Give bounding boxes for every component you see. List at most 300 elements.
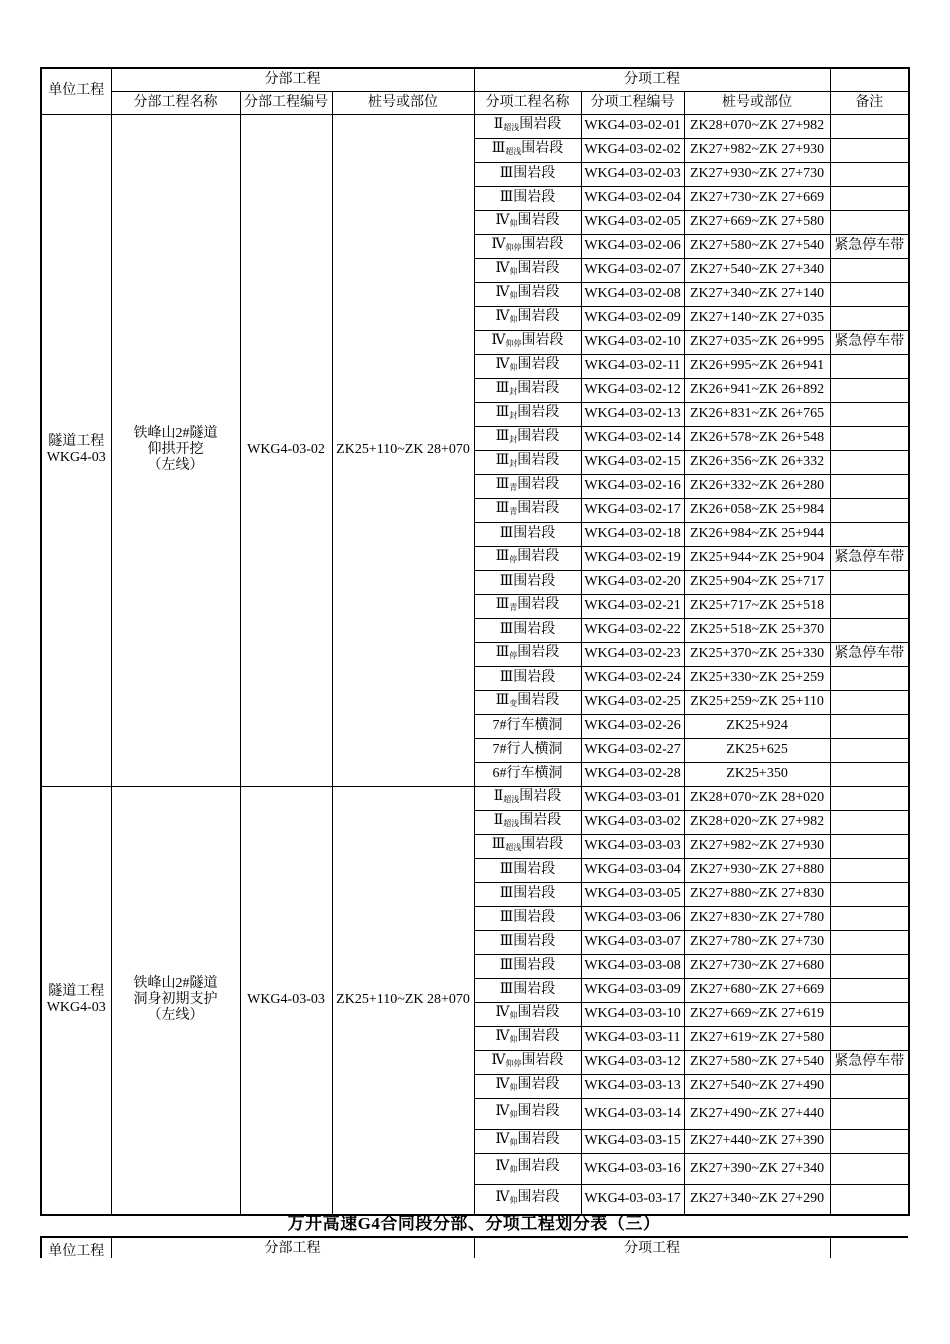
item-code-cell: WKG4-03-03-14	[581, 1098, 684, 1129]
item-note-cell	[830, 498, 909, 522]
item-grade: Ⅱ	[493, 116, 504, 132]
item-name-cell	[474, 162, 581, 186]
item-note-cell: 紧急停车带	[830, 1050, 909, 1074]
item-note-cell	[830, 1129, 909, 1153]
item-name-cell	[474, 330, 581, 354]
item-name-tail: 围岩段	[517, 548, 560, 564]
item-grade: Ⅲ	[495, 452, 510, 468]
item-name-tail: 围岩段	[517, 644, 560, 660]
item-name-tail: 围岩段	[517, 212, 560, 228]
item-station-cell: ZK27+440~ZK 27+390	[684, 1129, 830, 1153]
item-note-cell	[830, 690, 909, 714]
division-table-sheet	[40, 67, 908, 1216]
item-note-cell: 紧急停车带	[830, 330, 909, 354]
item-station-cell: ZK26+332~ZK 26+280	[684, 474, 830, 498]
item-note-cell	[830, 210, 909, 234]
item-name-tail: 围岩段	[517, 1131, 560, 1147]
item-name-tail: 围岩段	[521, 140, 564, 156]
item-station-cell: ZK27+540~ZK 27+340	[684, 258, 830, 282]
item-code-cell: WKG4-03-03-17	[581, 1184, 684, 1215]
item-code-cell: WKG4-03-02-12	[581, 378, 684, 402]
item-code-cell: WKG4-03-02-18	[581, 522, 684, 546]
item-station-cell: ZK28+070~ZK 27+982	[684, 114, 830, 138]
item-station-cell: ZK27+930~ZK 27+880	[684, 858, 830, 882]
item-note-cell	[830, 666, 909, 690]
item-grade: 7#行人横洞	[492, 742, 563, 757]
item-station-cell: ZK25+924	[684, 714, 830, 738]
item-name-cell	[474, 690, 581, 714]
item-note-cell	[830, 186, 909, 210]
item-grade: Ⅲ	[499, 958, 514, 973]
item-station-cell: ZK27+340~ZK 27+140	[684, 282, 830, 306]
item-grade: Ⅳ	[491, 236, 506, 252]
item-grade: Ⅲ	[495, 644, 510, 660]
item-station-cell: ZK27+982~ZK 27+930	[684, 834, 830, 858]
item-grade-qualifier: 青	[509, 602, 518, 612]
item-name-tail: 围岩段	[517, 1028, 560, 1044]
item-name-tail: 围岩段	[517, 1189, 560, 1205]
item-code-cell: WKG4-03-02-17	[581, 498, 684, 522]
unit-cell: 隧道工程 WKG4-03	[41, 114, 111, 786]
item-code-cell: WKG4-03-02-23	[581, 642, 684, 666]
item-name-cell	[474, 426, 581, 450]
item-name-tail: 围岩段	[517, 308, 560, 324]
item-code-cell: WKG4-03-03-02	[581, 810, 684, 834]
part-station-cell: ZK25+110~ZK 28+070	[332, 114, 474, 786]
item-name-tail: 围岩段	[519, 812, 562, 828]
item-code-cell: WKG4-03-03-09	[581, 978, 684, 1002]
item-station-cell: ZK27+580~ZK 27+540	[684, 234, 830, 258]
item-station-cell: ZK26+356~ZK 26+332	[684, 450, 830, 474]
item-grade-qualifier: 超浅	[505, 146, 522, 156]
item-code-cell: WKG4-03-02-25	[581, 690, 684, 714]
item-grade-qualifier: 仰	[509, 1165, 518, 1174]
item-note-cell	[830, 426, 909, 450]
item-name-tail: 围岩段	[513, 622, 556, 637]
item-grade-qualifier: 仰停	[505, 338, 522, 348]
item-name-tail: 围岩段	[513, 670, 556, 685]
item-note-cell	[830, 834, 909, 858]
item-grade: Ⅲ	[495, 500, 510, 516]
item-station-cell: ZK27+680~ZK 27+669	[684, 978, 830, 1002]
item-note-cell	[830, 378, 909, 402]
item-name-cell	[474, 114, 581, 138]
item-station-cell: ZK26+058~ZK 25+984	[684, 498, 830, 522]
item-name-cell	[474, 1026, 581, 1050]
item-grade: Ⅲ	[499, 526, 514, 541]
item-station-cell: ZK27+780~ZK 27+730	[684, 930, 830, 954]
item-grade-qualifier: 仰	[509, 266, 518, 276]
item-note-cell	[830, 978, 909, 1002]
part-station-cell: ZK25+110~ZK 28+070	[332, 786, 474, 1215]
item-station-cell: ZK25+259~ZK 25+110	[684, 690, 830, 714]
item-code-cell: WKG4-03-02-26	[581, 714, 684, 738]
item-code-cell: WKG4-03-02-09	[581, 306, 684, 330]
item-grade: Ⅲ	[499, 574, 514, 589]
item-code-cell: WKG4-03-02-11	[581, 354, 684, 378]
item-name-tail: 围岩段	[517, 1159, 560, 1174]
item-name-cell	[474, 930, 581, 954]
item-grade: Ⅳ	[495, 356, 510, 372]
header-part-group: 分部工程	[111, 68, 474, 91]
item-code-cell: WKG4-03-02-06	[581, 234, 684, 258]
item-name-cell	[474, 186, 581, 210]
unit-cell: 隧道工程 WKG4-03	[41, 786, 111, 1215]
item-name-cell	[474, 354, 581, 378]
item-grade: Ⅳ	[495, 1076, 510, 1092]
item-note-cell	[830, 474, 909, 498]
item-station-cell: ZK26+578~ZK 26+548	[684, 426, 830, 450]
item-name-cell	[474, 570, 581, 594]
item-grade-qualifier: 封	[509, 410, 518, 420]
item-station-cell: ZK27+035~ZK 26+995	[684, 330, 830, 354]
item-grade: Ⅲ	[499, 190, 514, 205]
item-note-cell: 紧急停车带	[830, 546, 909, 570]
item-name-tail: 围岩段	[517, 1076, 560, 1092]
item-name-tail: 围岩段	[513, 982, 556, 997]
item-grade-qualifier: 仰停	[505, 242, 522, 252]
item-grade-qualifier: 仰	[509, 1034, 518, 1044]
item-name-cell	[474, 642, 581, 666]
header-row-2	[41, 91, 909, 114]
item-grade: Ⅱ	[493, 788, 504, 804]
item-code-cell: WKG4-03-03-15	[581, 1129, 684, 1153]
item-name-cell	[474, 858, 581, 882]
item-grade-qualifier: 仰	[509, 1010, 518, 1020]
item-name-tail: 围岩段	[517, 428, 560, 444]
item-name-cell	[474, 978, 581, 1002]
item-station-cell: ZK25+904~ZK 25+717	[684, 570, 830, 594]
item-grade-qualifier: 仰	[509, 1195, 518, 1205]
part-name-cell: 铁峰山2#隧道 洞身初期支护 （左线）	[111, 786, 240, 1215]
item-grade: Ⅲ	[499, 862, 514, 877]
header-item-group: 分项工程	[474, 68, 830, 91]
item-name-tail: 围岩段	[513, 526, 556, 541]
item-code-cell: WKG4-03-02-08	[581, 282, 684, 306]
item-grade-qualifier: 变	[509, 698, 518, 708]
item-note-cell	[830, 762, 909, 786]
item-code-cell: WKG4-03-02-02	[581, 138, 684, 162]
item-name-tail: 围岩段	[513, 166, 556, 181]
item-grade-qualifier: 仰	[509, 290, 518, 300]
item-name-cell	[474, 954, 581, 978]
item-name-cell	[474, 450, 581, 474]
item-station-cell: ZK27+669~ZK 27+580	[684, 210, 830, 234]
item-name-tail: 围岩段	[513, 934, 556, 949]
item-code-cell: WKG4-03-03-05	[581, 882, 684, 906]
item-grade-qualifier: 超浅	[503, 818, 520, 828]
item-grade-qualifier: 封	[509, 386, 518, 396]
item-code-cell: WKG4-03-02-05	[581, 210, 684, 234]
item-station-cell: ZK25+944~ZK 25+904	[684, 546, 830, 570]
item-name-cell	[474, 810, 581, 834]
table-row	[41, 786, 909, 810]
item-note-cell: 紧急停车带	[830, 234, 909, 258]
header-blank	[830, 68, 909, 91]
item-name-cell	[474, 1050, 581, 1074]
item-code-cell: WKG4-03-02-22	[581, 618, 684, 642]
item-grade: Ⅲ	[495, 596, 510, 612]
item-name-tail: 围岩段	[517, 404, 560, 420]
item-name-cell	[474, 402, 581, 426]
item-grade: Ⅲ	[495, 548, 510, 564]
item-grade-qualifier: 超浅	[503, 794, 520, 804]
part-code-cell: WKG4-03-02	[240, 114, 332, 786]
item-name-cell	[474, 234, 581, 258]
header-item-name: 分项工程名称	[474, 91, 581, 114]
item-note-cell	[830, 522, 909, 546]
item-grade: Ⅳ	[495, 212, 510, 228]
item-name-cell	[474, 1184, 581, 1215]
item-grade: Ⅳ	[495, 1159, 510, 1174]
item-grade: Ⅲ	[499, 886, 514, 901]
item-station-cell: ZK27+340~ZK 27+290	[684, 1184, 830, 1215]
item-grade: Ⅲ	[499, 166, 514, 181]
item-code-cell: WKG4-03-03-08	[581, 954, 684, 978]
item-grade: Ⅳ	[495, 1004, 510, 1020]
item-note-cell	[830, 450, 909, 474]
item-grade: Ⅳ	[495, 1131, 510, 1147]
item-station-cell: ZK28+020~ZK 27+982	[684, 810, 830, 834]
item-code-cell: WKG4-03-02-27	[581, 738, 684, 762]
item-station-cell: ZK25+330~ZK 25+259	[684, 666, 830, 690]
header-remark: 备注	[830, 91, 909, 114]
item-name-cell	[474, 138, 581, 162]
item-station-cell: ZK27+982~ZK 27+930	[684, 138, 830, 162]
item-grade-qualifier: 超浅	[503, 122, 520, 132]
item-station-cell: ZK27+730~ZK 27+669	[684, 186, 830, 210]
item-note-cell	[830, 354, 909, 378]
item-name-tail: 围岩段	[513, 910, 556, 925]
item-note-cell	[830, 738, 909, 762]
item-name-tail: 围岩段	[513, 574, 556, 589]
item-code-cell: WKG4-03-03-03	[581, 834, 684, 858]
item-code-cell: WKG4-03-02-13	[581, 402, 684, 426]
item-name-cell	[474, 1074, 581, 1098]
item-grade: Ⅲ	[495, 404, 510, 420]
item-name-cell	[474, 618, 581, 642]
item-code-cell: WKG4-03-02-16	[581, 474, 684, 498]
item-note-cell	[830, 282, 909, 306]
item-code-cell: WKG4-03-03-01	[581, 786, 684, 810]
part-name-cell: 铁峰山2#隧道 仰拱开挖 （左线）	[111, 114, 240, 786]
item-station-cell: ZK28+070~ZK 28+020	[684, 786, 830, 810]
item-grade-qualifier: 仰	[509, 314, 518, 324]
item-name-tail: 围岩段	[521, 1052, 564, 1068]
item-code-cell: WKG4-03-03-11	[581, 1026, 684, 1050]
item-code-cell: WKG4-03-03-04	[581, 858, 684, 882]
item-name-tail: 围岩段	[521, 836, 564, 852]
item-name-tail: 围岩段	[517, 596, 560, 612]
item-name-tail: 围岩段	[513, 190, 556, 205]
item-note-cell	[830, 810, 909, 834]
division-table	[40, 67, 910, 1216]
item-name-cell	[474, 714, 581, 738]
item-grade: Ⅲ	[495, 428, 510, 444]
header-unit: 单位工程	[41, 68, 111, 114]
item-name-cell	[474, 546, 581, 570]
item-grade: Ⅳ	[495, 1104, 510, 1119]
item-station-cell: ZK27+140~ZK 27+035	[684, 306, 830, 330]
item-code-cell: WKG4-03-02-04	[581, 186, 684, 210]
item-name-tail: 围岩段	[519, 788, 562, 804]
item-name-cell	[474, 834, 581, 858]
item-code-cell: WKG4-03-03-10	[581, 1002, 684, 1026]
item-grade: Ⅲ	[495, 476, 510, 492]
header-part-name: 分部工程名称	[111, 91, 240, 114]
item-code-cell: WKG4-03-02-07	[581, 258, 684, 282]
item-grade: Ⅲ	[499, 670, 514, 685]
item-name-cell	[474, 594, 581, 618]
item-code-cell: WKG4-03-02-01	[581, 114, 684, 138]
item-grade-qualifier: 停	[509, 650, 518, 660]
item-note-cell	[830, 1153, 909, 1184]
item-code-cell: WKG4-03-02-15	[581, 450, 684, 474]
item-station-cell: ZK25+350	[684, 762, 830, 786]
item-grade-qualifier: 仰停	[505, 1058, 522, 1068]
item-name-tail: 围岩段	[513, 958, 556, 973]
item-grade-qualifier: 仰	[509, 218, 518, 228]
header-item-code: 分项工程编号	[581, 91, 684, 114]
item-name-cell	[474, 498, 581, 522]
next-header-part-group: 分部工程	[111, 1237, 474, 1258]
item-name-tail: 围岩段	[521, 332, 564, 348]
item-grade: Ⅳ	[491, 332, 506, 348]
item-code-cell: WKG4-03-02-20	[581, 570, 684, 594]
item-name-cell	[474, 474, 581, 498]
item-station-cell: ZK27+540~ZK 27+490	[684, 1074, 830, 1098]
item-note-cell	[830, 138, 909, 162]
item-grade-qualifier: 仰	[509, 1082, 518, 1092]
part-code-cell: WKG4-03-03	[240, 786, 332, 1215]
item-name-cell	[474, 1129, 581, 1153]
item-name-tail: 围岩段	[517, 500, 560, 516]
item-grade: Ⅳ	[491, 1052, 506, 1068]
item-grade-qualifier: 封	[509, 458, 518, 468]
item-note-cell	[830, 1002, 909, 1026]
item-grade: Ⅳ	[495, 260, 510, 276]
item-note-cell	[830, 786, 909, 810]
page-title: 万开高速G4合同段分部、分项工程划分表（三）	[287, 1214, 661, 1233]
item-station-cell: ZK27+730~ZK 27+680	[684, 954, 830, 978]
item-name-cell	[474, 1153, 581, 1184]
item-name-cell	[474, 738, 581, 762]
item-name-tail: 围岩段	[517, 380, 560, 396]
item-note-cell	[830, 954, 909, 978]
item-grade: Ⅳ	[495, 308, 510, 324]
item-grade: Ⅳ	[495, 1028, 510, 1044]
item-code-cell: WKG4-03-02-24	[581, 666, 684, 690]
item-grade: Ⅳ	[495, 1189, 510, 1205]
item-station-cell: ZK26+995~ZK 26+941	[684, 354, 830, 378]
item-note-cell	[830, 882, 909, 906]
item-name-cell	[474, 258, 581, 282]
item-name-cell	[474, 906, 581, 930]
item-code-cell: WKG4-03-03-07	[581, 930, 684, 954]
item-grade: Ⅲ	[499, 910, 514, 925]
item-grade-qualifier: 青	[509, 506, 518, 516]
item-note-cell	[830, 618, 909, 642]
item-name-tail: 围岩段	[517, 692, 560, 708]
item-grade-qualifier: 仰	[509, 362, 518, 372]
item-code-cell: WKG4-03-02-14	[581, 426, 684, 450]
item-grade: Ⅱ	[493, 812, 504, 828]
item-station-cell: ZK27+490~ZK 27+440	[684, 1098, 830, 1129]
item-name-tail: 围岩段	[519, 116, 562, 132]
item-name-tail: 围岩段	[517, 1004, 560, 1020]
item-station-cell: ZK27+830~ZK 27+780	[684, 906, 830, 930]
item-code-cell: WKG4-03-02-21	[581, 594, 684, 618]
item-grade: Ⅲ	[495, 692, 510, 708]
item-note-cell	[830, 570, 909, 594]
item-grade: Ⅲ	[495, 380, 510, 396]
item-name-tail: 围岩段	[517, 356, 560, 372]
item-station-cell: ZK27+930~ZK 27+730	[684, 162, 830, 186]
item-grade: 7#行车横洞	[492, 718, 563, 733]
item-name-tail: 围岩段	[517, 1104, 560, 1119]
item-station-cell: ZK27+390~ZK 27+340	[684, 1153, 830, 1184]
item-code-cell: WKG4-03-02-28	[581, 762, 684, 786]
item-station-cell: ZK26+984~ZK 25+944	[684, 522, 830, 546]
item-station-cell: ZK27+669~ZK 27+619	[684, 1002, 830, 1026]
item-name-cell	[474, 282, 581, 306]
item-note-cell	[830, 594, 909, 618]
item-grade: 6#行车横洞	[492, 766, 563, 781]
item-grade-qualifier: 停	[509, 554, 518, 564]
item-note-cell	[830, 306, 909, 330]
item-grade: Ⅳ	[495, 284, 510, 300]
header-row-1	[41, 68, 909, 91]
item-name-tail: 围岩段	[513, 886, 556, 901]
item-name-cell	[474, 762, 581, 786]
header-part-code: 分部工程编号	[240, 91, 332, 114]
item-note-cell	[830, 1026, 909, 1050]
item-code-cell: WKG4-03-03-12	[581, 1050, 684, 1074]
item-code-cell: WKG4-03-02-10	[581, 330, 684, 354]
item-station-cell: ZK27+580~ZK 27+540	[684, 1050, 830, 1074]
table-row	[41, 114, 909, 138]
item-note-cell	[830, 258, 909, 282]
item-note-cell	[830, 402, 909, 426]
next-header-unit: 单位工程	[41, 1237, 111, 1258]
item-name-cell	[474, 666, 581, 690]
item-name-cell	[474, 1098, 581, 1129]
item-note-cell	[830, 930, 909, 954]
item-code-cell: WKG4-03-03-06	[581, 906, 684, 930]
item-code-cell: WKG4-03-03-13	[581, 1074, 684, 1098]
item-note-cell: 紧急停车带	[830, 642, 909, 666]
item-grade-qualifier: 仰	[509, 1137, 518, 1147]
item-grade-qualifier: 超浅	[505, 842, 522, 852]
item-grade-qualifier: 封	[509, 434, 518, 444]
item-name-tail: 围岩段	[521, 236, 564, 252]
item-note-cell	[830, 714, 909, 738]
item-name-tail: 围岩段	[517, 476, 560, 492]
item-grade: Ⅲ	[491, 836, 506, 852]
item-note-cell	[830, 1098, 909, 1129]
item-name-cell	[474, 882, 581, 906]
item-note-cell	[830, 1184, 909, 1215]
item-station-cell: ZK25+625	[684, 738, 830, 762]
item-station-cell: ZK27+619~ZK 27+580	[684, 1026, 830, 1050]
item-name-cell	[474, 786, 581, 810]
item-grade: Ⅲ	[499, 934, 514, 949]
header-part-station: 桩号或部位	[332, 91, 474, 114]
item-grade-qualifier: 仰	[509, 1110, 518, 1119]
item-note-cell	[830, 162, 909, 186]
next-header-item-group: 分项工程	[474, 1237, 830, 1258]
item-code-cell: WKG4-03-03-16	[581, 1153, 684, 1184]
